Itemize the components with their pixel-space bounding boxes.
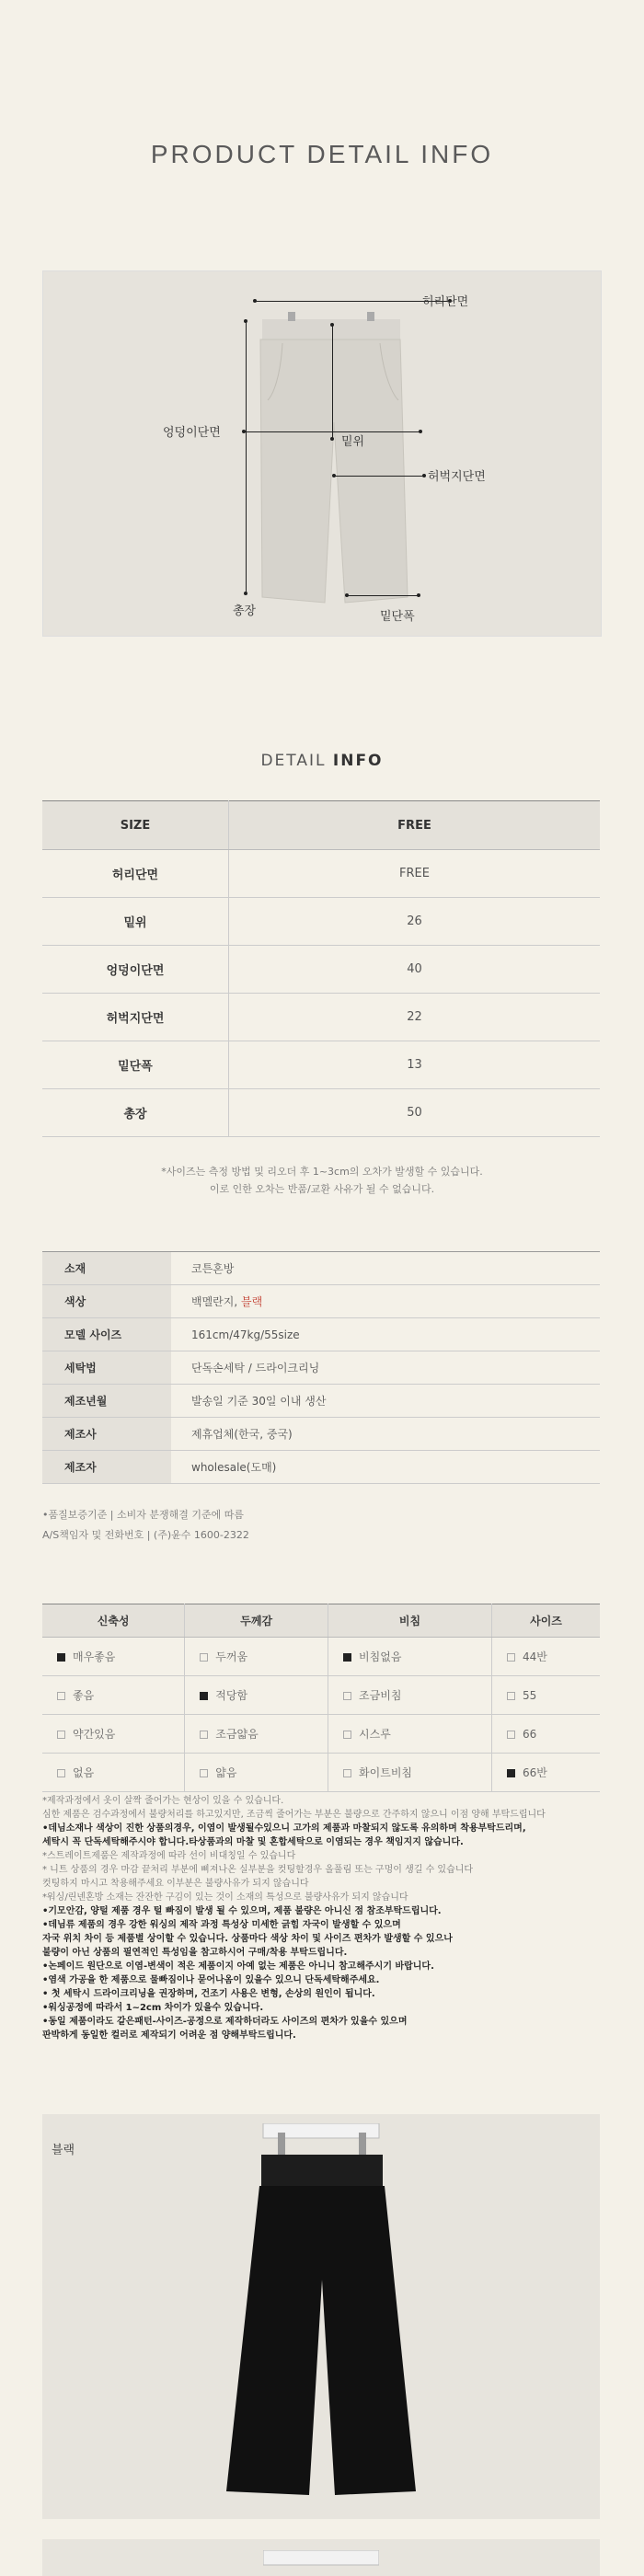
detail-title-part-a: DETAIL [260,752,327,770]
checked-box-icon [343,1653,351,1662]
feel-option-label: 매우좋음 [73,1650,116,1663]
feel-cell [328,1676,492,1715]
label-hem: 밑단폭 [380,610,415,624]
unchecked-box-icon [200,1769,208,1777]
size-note: 이로 인한 오차는 반품/교환 사유가 될 수 없습니다. [209,1183,435,1195]
feel-cell [42,1676,185,1715]
row-value: 26 [229,898,601,946]
feel-cell [185,1676,328,1715]
color-white: 백멜란지, [191,1295,241,1308]
feel-cell [185,1754,328,1792]
feel-cell [492,1715,601,1754]
care-line: •논페이드 원단으로 이염-변색이 적은 제품이지 아예 없는 제품은 아니니 참고해주시기 바랍니다. [42,1961,434,1972]
care-line: •데님류 제품의 경우 강한 워싱의 제작 과정 특성상 미세한 긁힘 자국이 발생할 수 있으며 [42,1920,401,1930]
table-row [42,898,600,946]
feel-cell [492,1676,601,1715]
feel-option-label: 두꺼움 [215,1650,248,1663]
table-row [42,1385,600,1418]
feel-option-label: 조금얇음 [215,1728,259,1741]
feel-cell [185,1638,328,1676]
care-line: •워싱공정에 따라서 1~2cm 차이가 있을수 있습니다. [42,2003,264,2013]
info-value: 단독손세탁 / 드라이크리닝 [171,1351,600,1385]
as-contact-note: A/S책임자 및 전화번호 | (주)윤수 1600-2322 [42,1529,249,1541]
header-sheerness: 비침 [328,1604,492,1638]
care-line: •기모안감, 양털 제품 경우 털 빠짐이 발생 될 수 있으며, 제품 불량은 아니신 점 참조부탁드립니다. [42,1906,442,1916]
row-value: FREE [229,850,601,898]
label-waist: 허리단면 [422,295,469,309]
label-rise: 밑위 [341,435,365,449]
detail-info-title [0,752,644,770]
feel-cell [492,1754,601,1792]
unchecked-box-icon [57,1769,65,1777]
row-label: 허리단면 [42,850,229,898]
table-row [42,1715,600,1754]
care-line: *워싱/린넨혼방 소재는 잔잔한 구김이 있는 것이 소재의 특성으로 불량사유가 되지 않습니다 [42,1892,408,1903]
feel-option-label: 얇음 [215,1766,237,1779]
unchecked-box-icon [200,1653,208,1662]
row-label: 허벅지단면 [42,994,229,1041]
row-label: 엉덩이단면 [42,946,229,994]
feel-option-label: 좋음 [73,1689,95,1702]
row-label: 밑단폭 [42,1041,229,1089]
info-key: 제조년월 [42,1385,171,1418]
unchecked-box-icon [343,1731,351,1739]
care-line: 판박하게 동일한 컬러로 제작되기 어려운 점 양해부탁드립니다. [42,2030,296,2041]
unchecked-box-icon [200,1731,208,1739]
checked-box-icon [57,1653,65,1662]
unchecked-box-icon [57,1731,65,1739]
feel-option-label: 적당함 [215,1689,248,1702]
feel-option-label: 화이트비침 [359,1766,413,1779]
black-pants-photo [42,2114,600,2519]
checked-box-icon [200,1692,208,1700]
unchecked-box-icon [507,1692,515,1700]
header-stretch: 신축성 [42,1604,185,1638]
info-value: wholesale(도매) [171,1451,600,1484]
table-row [42,1351,600,1385]
info-key: 제조자 [42,1451,171,1484]
care-line: *스트레이트제품은 제작과정에 따라 선이 비대칭일 수 있습니다 [42,1851,296,1861]
care-line: • 첫 세탁시 드라이크리닝을 권장하며, 건조기 사용은 변형, 손상의 원인이 됩니다. [42,1989,375,1999]
info-key: 제조사 [42,1418,171,1451]
row-value: 40 [229,946,601,994]
color-label: 블랙 [52,2144,75,2157]
table-row [42,1041,600,1089]
color-black: 블랙 [241,1295,263,1308]
care-line: 자국 위치 차이 등 제품별 상이할 수 있습니다. 상품마다 색상 차이 및 사이즈 편차가 발생할 수 있으나 [42,1934,453,1944]
feel-cell [328,1638,492,1676]
feel-cell [185,1715,328,1754]
info-value [171,1285,600,1318]
page-title: PRODUCT DETAIL INFO [150,140,494,168]
detail-title-part-b: INFO [332,752,384,770]
care-line: •동일 제품이라도 같은패턴-사이즈-공정으로 제작하더라도 사이즈의 편차가 있을수 있으며 [42,2017,408,2027]
feel-cell [42,1715,185,1754]
info-key: 모델 사이즈 [42,1318,171,1351]
light-pants-image [246,312,422,615]
feel-option-label: 시스루 [359,1728,391,1741]
feel-option-label: 약간있음 [73,1728,116,1741]
info-key: 색상 [42,1285,171,1318]
care-line: *제작과정에서 옷이 살짝 줄어가는 현상이 있을 수 있습니다. [42,1796,284,1806]
black-pants-image [197,2123,445,2510]
unchecked-box-icon [507,1653,515,1662]
feel-cell [328,1754,492,1792]
label-thigh: 허벅지단면 [428,470,486,484]
size-table-header [42,801,600,850]
table-row [42,946,600,994]
table-row [42,1418,600,1451]
table-row [42,1754,600,1792]
table-row [42,1089,600,1137]
row-value: 50 [229,1089,601,1137]
size-note: *사이즈는 측정 방법 및 리오더 후 1~3cm의 오차가 발생할 수 있습니다. [161,1166,483,1178]
feel-option-label: 없음 [73,1766,95,1779]
header-thickness: 두께감 [185,1604,328,1638]
product-info-table [42,1251,600,1484]
table-row [42,1638,600,1676]
care-line: 불량이 아닌 상품의 필연적인 특성임을 참고하시어 구매/착용 부탁드립니다. [42,1948,348,1958]
hanger-bar [263,2550,379,2569]
header-size: 사이즈 [492,1604,601,1638]
label-hip: 엉덩이단면 [163,426,221,440]
care-notes [42,1794,613,2042]
table-row [42,994,600,1041]
row-value: 13 [229,1041,601,1089]
fabric-feel-table [42,1604,600,1792]
info-value: 코튼혼방 [171,1252,600,1285]
quality-note: •품질보증기준 | 소비자 분쟁해결 기준에 따름 [42,1509,244,1521]
info-key: 소재 [42,1252,171,1285]
unchecked-box-icon [57,1692,65,1700]
care-line: •염색 가공을 한 제품으로 물빠짐이나 묻어나옴이 있을수 있으니 단독세탁해주세요. [42,1975,380,1985]
table-row [42,1285,600,1318]
table-row [42,1252,600,1285]
info-value: 161cm/47kg/55size [171,1318,600,1351]
feel-option-label: 66반 [523,1766,547,1779]
label-length: 총장 [233,604,257,618]
feel-option-label: 55 [523,1688,537,1702]
next-photo [42,2539,600,2576]
care-line: •데님소재나 색상이 진한 상품의경우, 이염이 발생될수있으니 고가의 제품과 마찰되지 않도록 유의하며 착용부탁드리며, [42,1823,526,1834]
measurement-diagram [42,270,602,637]
feel-header-row [42,1604,600,1638]
feel-cell [492,1638,601,1676]
size-header-label: SIZE [42,801,229,850]
table-row [42,1451,600,1484]
table-row [42,850,600,898]
feel-option-label: 66 [523,1727,537,1741]
size-table [42,800,600,1137]
row-label: 밑위 [42,898,229,946]
feel-cell [328,1715,492,1754]
row-label: 총장 [42,1089,229,1137]
unchecked-box-icon [343,1769,351,1777]
care-line: 심한 제품은 검수과정에서 불량처리를 하고있지만, 조금씩 줄어가는 부분은 불량으로 간주하지 않으니 이점 양해 부탁드립니다 [42,1810,546,1820]
care-line: 세탁시 꼭 단독세탁해주시야 합니다.타상품과의 마찰 및 혼합세탁으로 이염되는 경우 책임지지 않습니다. [42,1837,464,1847]
unchecked-box-icon [343,1692,351,1700]
feel-cell [42,1638,185,1676]
row-value: 22 [229,994,601,1041]
care-line: 컷팅하지 마시고 착용해주세요 이부분은 불량사유가 되지 않습니다 [42,1879,309,1889]
care-line: * 니트 상품의 경우 마감 끝처리 부분에 삐져나온 실부분을 컷팅할경우 올풀림 또는 구멍이 생길 수 있습니다 [42,1865,474,1875]
info-key: 세탁법 [42,1351,171,1385]
info-value: 발송일 기준 30일 이내 생산 [171,1385,600,1418]
feel-cell [42,1754,185,1792]
table-row [42,1676,600,1715]
feel-option-label: 조금비침 [359,1689,402,1702]
unchecked-box-icon [507,1731,515,1739]
feel-option-label: 비침없음 [359,1650,402,1663]
info-value: 제휴업체(한국, 중국) [171,1418,600,1451]
checked-box-icon [507,1769,515,1777]
size-header-value: FREE [229,801,601,850]
feel-option-label: 44반 [523,1650,547,1663]
table-row [42,1318,600,1351]
